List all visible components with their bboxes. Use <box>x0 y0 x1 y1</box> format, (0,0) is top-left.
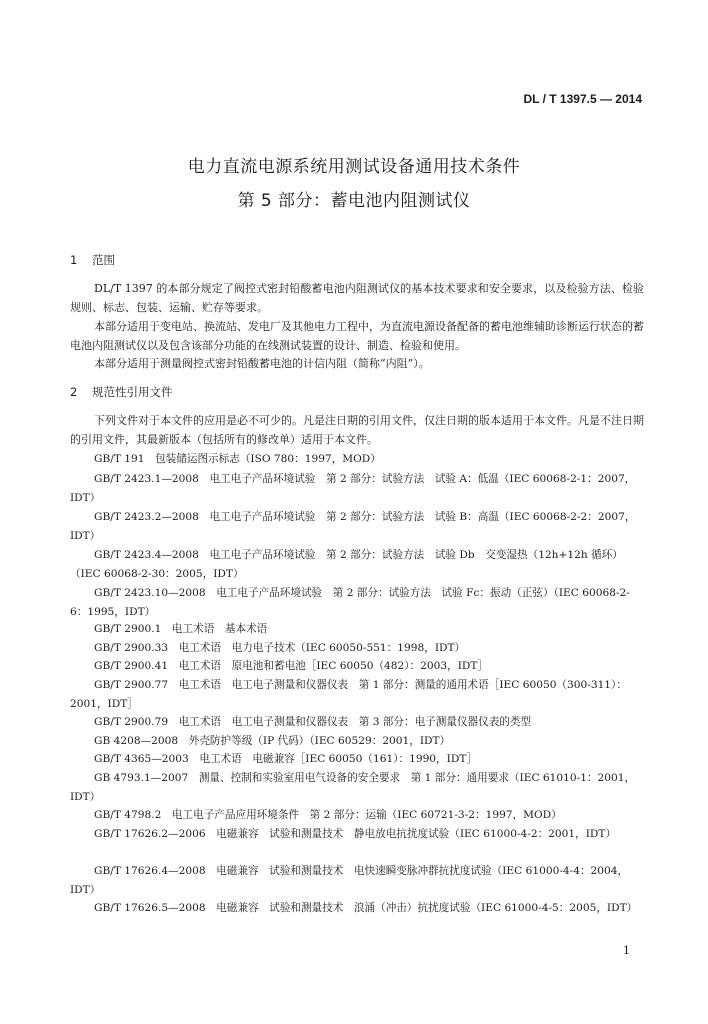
section-title: 规范性引用文件 <box>92 385 173 399</box>
reference-item: GB/T 4365—2003 电工术语 电磁兼容［IEC 60050（161）：1990，IDT］ <box>94 753 477 765</box>
paragraph: 下列文件对于本文件的应用是必不可少的。凡是注日期的引用文件，仅注日期的版本适用于本文件。凡是不注日期的引用文件，其最新版本（包括所有的修改单）适用于本文件。 <box>70 414 644 446</box>
standard-code: DL / T 1397.5 — 2014 <box>523 92 642 106</box>
paragraph: 本部分适用于测量阀控式密封铅酸蓄电池的计信内阻（简称“内阻”）。 <box>94 357 430 370</box>
reference-item: GB/T 191 包装储运图示标志（ISO 780：1997，MOD） <box>94 453 381 465</box>
paragraph: 本部分适用于变电站、换流站、发电厂及其他电力工程中，为直流电源设备配备的蓄电池维辅助诊断运行状态的蓄电池内阻测试仪以及包含该部分功能的在线测试装置的设计、制造、检验和使用。 <box>70 320 644 352</box>
reference-item: GB/T 4798.2 电工电子产品应用环境条件 第 2 部分：运输（IEC 60721-3-2：1997，MOD） <box>94 809 562 821</box>
reference-item: GB/T 2423.2—2008 电工电子产品环境试验 第 2 部分：试验方法 试验 B：高温（IEC 60068-2-2：2007，IDT） <box>70 511 636 542</box>
reference-item: GB/T 17626.2—2006 电磁兼容 试验和测量技术 静电放电抗扰度试验（IEC 61000-4-2：2001，IDT） <box>94 828 617 840</box>
reference-item: GB/T 2423.1—2008 电工电子产品环境试验 第 2 部分：试验方法 试验 A：低温（IEC 60068-2-1：2007，IDT） <box>70 473 636 504</box>
reference-item: GB/T 17626.4—2008 电磁兼容 试验和测量技术 电快速瞬变脉冲群抗扰度试验（IEC 61000-4-4：2004，IDT） <box>70 865 629 896</box>
page-number: 1 <box>623 944 630 957</box>
reference-item: GB/T 2900.1 电工术语 基本术语 <box>94 623 268 635</box>
section-1-heading <box>70 252 115 268</box>
section-number: 2 <box>70 385 78 399</box>
section-title: 范围 <box>92 253 115 267</box>
reference-item: GB 4793.1—2007 测量、控制和实验室用电气设备的安全要求 第 1 部分：通用要求（IEC 61010-1：2001，IDT） <box>70 772 636 803</box>
paragraph: DL/T 1397 的本部分规定了阀控式密封铅酸蓄电池内阻测试仪的基本技术要求和安全要求，以及检验方法、检验规则、标志、包装、运输、贮存等要求。 <box>70 282 644 314</box>
reference-item: GB/T 2900.77 电工术语 电工电子测量和仪器仪表 第 1 部分：测量的通用术语［IEC 60050（300-311）：2001，IDT］ <box>70 679 627 710</box>
document-subtitle: 第 5 部分：蓄电池内阻测试仪 <box>237 191 471 211</box>
reference-item: GB/T 2423.10—2008 电工电子产品环境试验 第 2 部分：试验方法 试验 Fc：振动（正弦）（IEC 60068-2-6：1995，IDT） <box>70 587 630 618</box>
reference-item: GB 4208—2008 外壳防护等级（IP 代码）（IEC 60529：2001，IDT） <box>94 735 451 747</box>
document-title: 电力直流电源系统用测试设备通用技术条件 <box>187 157 521 177</box>
section-number: 1 <box>70 253 78 267</box>
reference-item: GB/T 2900.33 电工术语 电力电子技术（IEC 60050-551：1998，IDT） <box>94 642 466 654</box>
reference-item: GB/T 2900.79 电工术语 电工电子测量和仪器仪表 第 3 部分：电子测量仪器仪表的类型 <box>94 716 532 728</box>
reference-item: GB/T 2423.4—2008 电工电子产品环境试验 第 2 部分：试验方法 试验 Db 交变湿热（12h+12h 循环）（IEC 60068-2-30：2005，IDT） <box>70 549 623 580</box>
section-2-heading <box>70 384 173 400</box>
reference-item: GB/T 2900.41 电工术语 原电池和蓄电池［IEC 60050（482）：2003，IDT］ <box>94 660 489 672</box>
reference-item: GB/T 17626.5—2008 电磁兼容 试验和测量技术 浪涌（冲击）抗扰度试验（IEC 61000-4-5：2005，IDT） <box>94 902 638 914</box>
